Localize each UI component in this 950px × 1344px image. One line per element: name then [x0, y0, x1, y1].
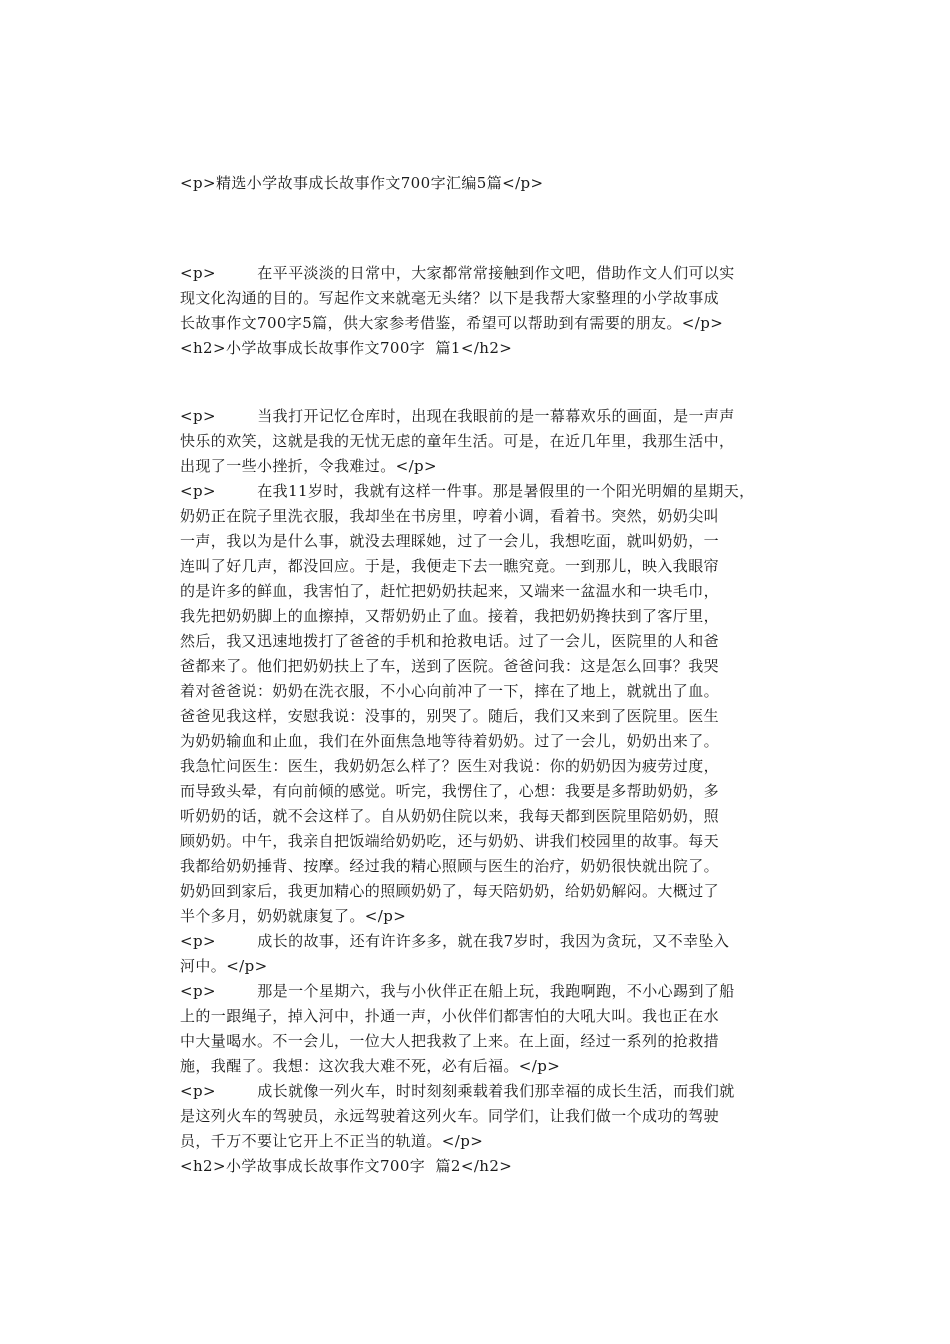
document-content — [180, 171, 780, 1179]
text-line: 而导致头晕，有向前倾的感觉。听完，我愣住了，心想：我要是多帮助奶奶，多 — [180, 782, 720, 800]
document-title-line: <p>精选小学故事成长故事作文700字汇编5篇</p> — [180, 174, 544, 192]
text-line: <p> 成长的故事，还有许许多多，就在我7岁时，我因为贪玩，又不幸坠入 — [180, 932, 730, 950]
text-line: 奶奶正在院子里洗衣服，我却坐在书房里，哼着小调，看着书。突然，奶奶尖叫 — [180, 507, 720, 525]
text-line: 长故事作文700字5篇，供大家参考借鉴，希望可以帮助到有需要的朋友。</p> — [180, 314, 724, 332]
text-line: 的是许多的鲜血，我害怕了，赶忙把奶奶扶起来，又端来一盆温水和一块毛巾， — [180, 582, 720, 600]
text-line: <p> 当我打开记忆仓库时，出现在我眼前的是一幕幕欢乐的画面，是一声声 — [180, 407, 735, 425]
text-line: 快乐的欢笑，这就是我的无忧无虑的童年生活。可是，在近几年里，我那生活中， — [180, 432, 735, 450]
text-line: 半个多月，奶奶就康复了。</p> — [180, 907, 407, 925]
text-line: 听奶奶的话，就不会这样了。自从奶奶住院以来，我每天都到医院里陪奶奶，照 — [180, 807, 720, 825]
spacer — [180, 361, 780, 404]
text-line: 出现了一些小挫折，令我难过。</p> — [180, 457, 437, 475]
text-line: <h2>小学故事成长故事作文700字 篇1</h2> — [180, 339, 513, 357]
text-line: 爸爸见我这样，安慰我说：没事的，别哭了。随后，我们又来到了医院里。医生 — [180, 707, 720, 725]
text-line: <p> 成长就像一列火车，时时刻刻乘载着我们那幸福的成长生活，而我们就 — [180, 1082, 735, 1100]
text-line: 爸都来了。他们把奶奶扶上了车，送到了医院。爸爸问我：这是怎么回事？我哭 — [180, 657, 720, 675]
spacer — [180, 196, 780, 261]
text-line: <p> 在平平淡淡的日常中，大家都常常接触到作文吧，借助作文人们可以实 — [180, 264, 735, 282]
text-line: 为奶奶输血和止血，我们在外面焦急地等待着奶奶。过了一会儿，奶奶出来了。 — [180, 732, 720, 750]
text-line: 顾奶奶。中午，我亲自把饭端给奶奶吃，还与奶奶、讲我们校园里的故事。每天 — [180, 832, 720, 850]
text-line: 我都给奶奶捶背、按摩。经过我的精心照顾与医生的治疗，奶奶很快就出院了。 — [180, 857, 720, 875]
text-line: 一声，我以为是什么事，就没去理睬她，过了一会儿，我想吃面，就叫奶奶，一 — [180, 532, 720, 550]
text-line: 中大量喝水。不一会儿，一位大人把我救了上来。在上面，经过一系列的抢救措 — [180, 1032, 720, 1050]
text-line: <p> 在我11岁时，我就有这样一件事。那是暑假里的一个阳光明媚的星期天， — [180, 482, 755, 500]
text-line: 员，千万不要让它开上不正当的轨道。</p> — [180, 1132, 484, 1150]
text-line: 奶奶回到家后，我更加精心的照顾奶奶了，每天陪奶奶，给奶奶解闷。大概过了 — [180, 882, 720, 900]
text-line: 是这列火车的驾驶员，永远驾驶着这列火车。同学们，让我们做一个成功的驾驶 — [180, 1107, 720, 1125]
text-line: 施，我醒了。我想：这次我大难不死，必有后福。</p> — [180, 1057, 561, 1075]
article-body — [180, 404, 780, 1179]
text-line: <p> 那是一个星期六，我与小伙伴正在船上玩，我跑啊跑，不小心踢到了船 — [180, 982, 735, 1000]
text-line: 着对爸爸说：奶奶在洗衣服，不小心向前冲了一下，摔在了地上，就就出了血。 — [180, 682, 720, 700]
text-line: 上的一跟绳子，掉入河中，扑通一声，小伙伴们都害怕的大吼大叫。我也正在水 — [180, 1007, 720, 1025]
text-line: 河中。</p> — [180, 957, 268, 975]
text-line: 我先把奶奶脚上的血擦掉，又帮奶奶止了血。接着，我把奶奶搀扶到了客厅里， — [180, 607, 720, 625]
text-line: 我急忙问医生：医生，我奶奶怎么样了？医生对我说：你的奶奶因为疲劳过度， — [180, 757, 720, 775]
text-line: 连叫了好几声，都没回应。于是，我便走下去一瞧究竟。一到那儿，映入我眼帘 — [180, 557, 720, 575]
text-line: 然后，我又迅速地拨打了爸爸的手机和抢救电话。过了一会儿，医院里的人和爸 — [180, 632, 720, 650]
text-line: 现文化沟通的目的。写起作文来就毫无头绪？以下是我帮大家整理的小学故事成 — [180, 289, 720, 307]
intro-paragraph — [180, 261, 780, 361]
text-line: <h2>小学故事成长故事作文700字 篇2</h2> — [180, 1157, 513, 1175]
